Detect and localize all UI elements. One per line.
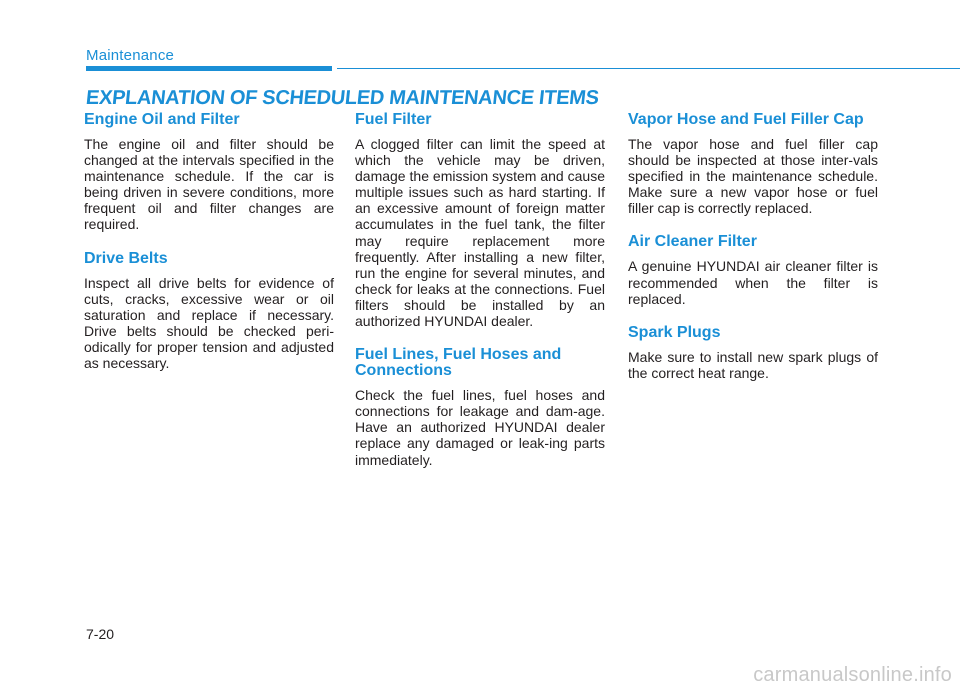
- heading-drive-belts: Drive Belts: [84, 249, 168, 267]
- heading-engine-oil: Engine Oil and Filter: [84, 111, 240, 128]
- section-label: Maintenance: [86, 47, 175, 64]
- body-air-cleaner: A genuine HYUNDAI air cleaner filter is recommended when the filter is replaced.: [628, 258, 878, 307]
- page-number: 7-20: [86, 626, 115, 642]
- body-spark-plugs: Make sure to install new spark plugs of the correct heat range.: [628, 348, 878, 381]
- page-title: EXPLANATION OF SCHEDULED MAINTENANCE ITEMS: [84, 87, 600, 109]
- heading-vapor-hose: Vapor Hose and Fuel Filler Cap: [628, 111, 864, 128]
- body-vapor-hose: The vapor hose and fuel filler cap should be inspected at those inter-vals specified in the maintenance schedule. Make sure a new vapor hose or fuel filler cap is correctly replaced.: [628, 136, 878, 217]
- body-drive-belts: Inspect all drive belts for evidence of cuts, cracks, excessive wear or oil saturation and replace if necessary. Drive belts should be checked peri-odically for proper tension and adjusted as necessary.: [84, 274, 334, 372]
- column-2: [355, 112, 605, 486]
- header-rule-thin: [337, 68, 960, 69]
- body-engine-oil: The engine oil and filter should be changed at the intervals specified in the maintenance schedule. If the car is being driven in severe conditions, more frequent oil and filter changes are required.: [84, 136, 334, 233]
- heading-air-cleaner: Air Cleaner Filter: [628, 233, 757, 251]
- watermark: carmanualsonline.info: [753, 664, 952, 686]
- body-fuel-lines: Check the fuel lines, fuel hoses and connections for leakage and dam-age. Have an authorized HYUNDAI dealer replace any damaged or leak-ing parts immediately.: [355, 387, 605, 468]
- heading-fuel-lines: Fuel Lines, Fuel Hoses and Connections: [355, 346, 562, 380]
- column-1: [84, 112, 334, 389]
- heading-spark-plugs: Spark Plugs: [628, 323, 721, 341]
- column-3: [628, 112, 878, 399]
- heading-fuel-filter: Fuel Filter: [355, 111, 432, 128]
- body-fuel-filter: A clogged filter can limit the speed at which the vehicle may be driven, damage the emission system and cause multiple issues such as hard starting. If an excessive amount of foreign matter accumulates in the fuel tank, the filter may require replacement more frequently. After installing a new filter, run the engine for several minutes, and check for leaks at the connections. Fuel filters should be installed by an authorized HYUNDAI dealer.: [355, 136, 605, 330]
- header-rule-thick: [86, 66, 332, 71]
